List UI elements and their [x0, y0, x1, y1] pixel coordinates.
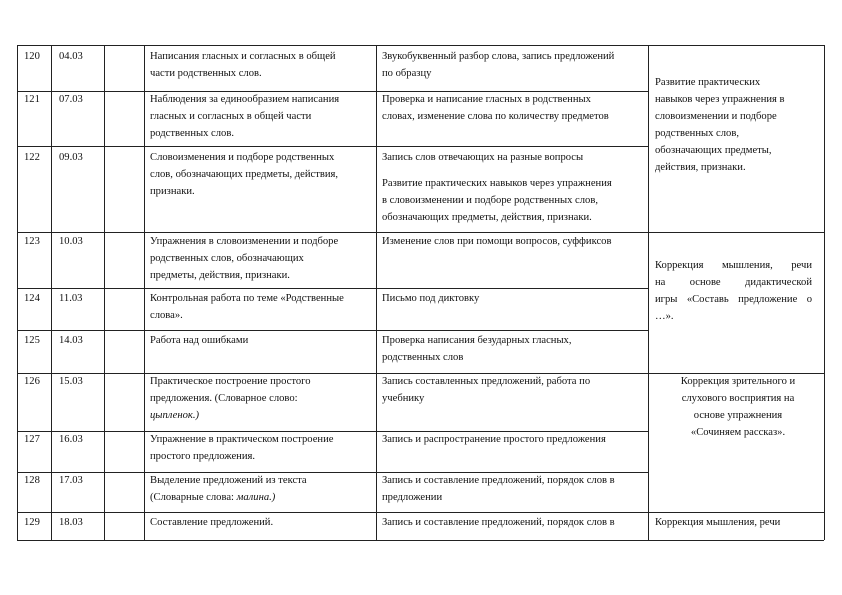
correction-line: на основе дидактической — [655, 277, 812, 288]
topic-line: предложения. (Словарное слово: — [150, 393, 298, 404]
lesson-number: 129 — [24, 517, 40, 528]
lesson-date: 15.03 — [59, 376, 83, 387]
lesson-date: 14.03 — [59, 335, 83, 346]
column-divider — [648, 45, 649, 540]
correction-line: Коррекция мышления, речи — [655, 260, 812, 271]
lesson-work-extra: Развитие практических навыков через упражнения в словоизменении и подборе родственных слов, обозначающих предметы, действия, признаки. — [382, 178, 612, 223]
lesson-topic: Написания гласных и согласных в общей части родственных слов. — [150, 51, 336, 79]
topic-prefix: (Словарные слова: — [150, 492, 237, 503]
lesson-number: 127 — [24, 434, 40, 445]
topic-line: Выделение предложений из текста — [150, 475, 307, 486]
lesson-number: 125 — [24, 335, 40, 346]
lesson-work: Запись и составление предложений, порядок слов в — [382, 517, 615, 528]
lesson-date: 11.03 — [59, 293, 83, 304]
column-divider — [144, 45, 145, 540]
correction-line: …». — [655, 311, 674, 322]
correction-cell: Развитие практических навыков через упражнения в словоизменении и подборе родственных слов, обозначающих предметы, действия, признаки. — [655, 77, 785, 173]
row-divider — [17, 330, 648, 331]
lesson-number: 124 — [24, 293, 40, 304]
lesson-number: 126 — [24, 376, 40, 387]
lesson-date: 18.03 — [59, 517, 83, 528]
topic-line: Практическое построение простого — [150, 376, 311, 387]
table-border-bottom — [17, 540, 824, 541]
lesson-topic — [150, 472, 374, 506]
lesson-number: 121 — [24, 94, 40, 105]
row-divider — [17, 512, 824, 513]
table-border-left — [17, 45, 18, 540]
lesson-work: Проверка и написание гласных в родственных словах, изменение слова по количеству предметов — [382, 94, 609, 122]
column-divider — [51, 45, 52, 540]
lesson-work: Запись и распространение простого предложения — [382, 434, 606, 445]
lesson-date: 10.03 — [59, 236, 83, 247]
lesson-date: 09.03 — [59, 152, 83, 163]
lesson-topic: Наблюдения за единообразием написания гласных и согласных в общей части родственных слов. — [150, 94, 340, 139]
lesson-topic: Упражнение в практическом построение простого предложения. — [150, 434, 334, 462]
lesson-work: Проверка написания безударных гласных, родственных слов — [382, 335, 572, 363]
lesson-work: Запись составленных предложений, работа по учебнику — [382, 376, 591, 404]
lesson-number: 123 — [24, 236, 40, 247]
column-divider — [376, 45, 377, 540]
correction-cell: Коррекция мышления, речи — [655, 517, 781, 528]
lesson-date: 16.03 — [59, 434, 83, 445]
column-divider — [104, 45, 105, 540]
correction-cell: Коррекция зрительного и слухового восприятия на основе упражнения «Сочиняем рассказ». — [680, 376, 796, 438]
lesson-number: 122 — [24, 152, 40, 163]
lesson-work: Изменение слов при помощи вопросов, суффиксов — [382, 236, 612, 247]
lesson-work: Запись и составление предложений, порядок слов в предложении — [382, 475, 615, 503]
lesson-date: 07.03 — [59, 94, 83, 105]
lesson-work: Звукобуквенный разбор слова, запись предложений по образцу — [382, 51, 615, 79]
lesson-number: 128 — [24, 475, 40, 486]
lesson-topic: Контрольная работа по теме «Родственные слова». — [150, 293, 344, 321]
lesson-topic: Работа над ошибками — [150, 335, 249, 346]
lesson-work: Письмо под диктовку — [382, 293, 480, 304]
row-divider — [17, 146, 648, 147]
lesson-number: 120 — [24, 51, 40, 62]
correction-line: игры «Составь предложение о — [655, 294, 812, 305]
lesson-topic: Упражнения в словоизменении и подборе родственных слов, обозначающих предметы, действия, признаки. — [150, 236, 339, 281]
lesson-topic — [150, 373, 374, 424]
correction-cell — [655, 257, 812, 325]
table-border-right — [824, 45, 825, 540]
row-divider — [17, 288, 648, 289]
dictionary-word: цыпленок.) — [150, 410, 200, 421]
lesson-topic: Словоизменения и подборе родственных слов, обозначающих предметы, действия, признаки. — [150, 152, 339, 197]
dictionary-word: малина.) — [236, 492, 276, 503]
lesson-date: 04.03 — [59, 51, 83, 62]
table-border-top — [17, 45, 824, 46]
lesson-date: 17.03 — [59, 475, 83, 486]
lesson-work: Запись слов отвечающих на разные вопросы — [382, 152, 584, 163]
lesson-topic: Составление предложений. — [150, 517, 274, 528]
